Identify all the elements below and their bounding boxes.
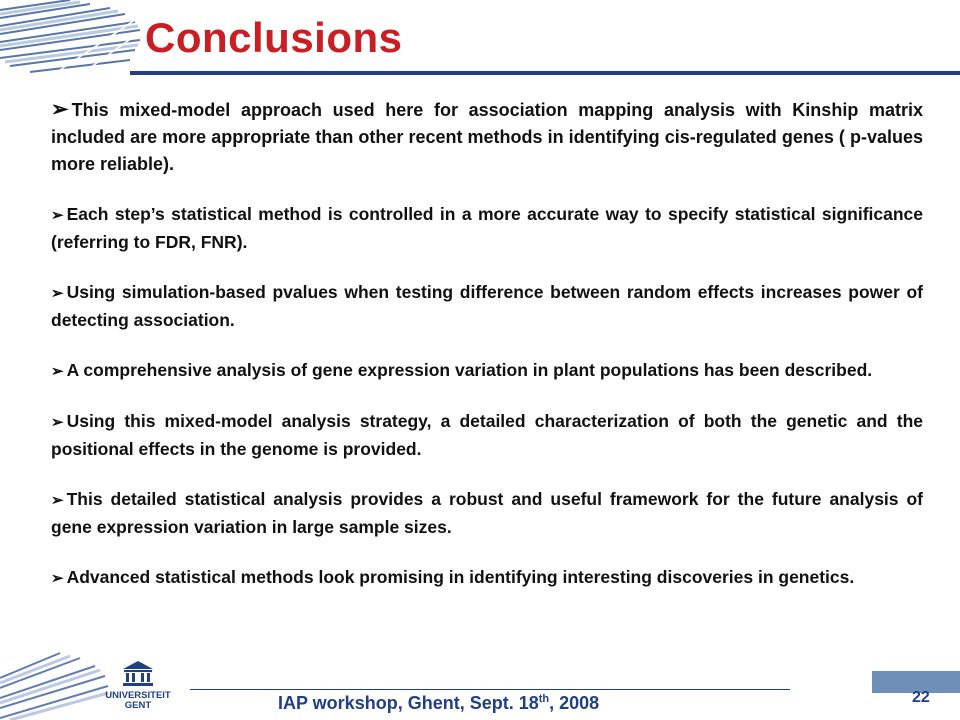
bullet-text: This mixed-model approach used here for association mapping analysis with Kinship matrix included are more appropriate than other recent methods in identifying cis-regulated genes ( p-values more reliable). [51,100,923,174]
slide-title: Conclusions [145,14,403,61]
bullet-list [51,96,923,615]
bullet-item [51,279,923,334]
arrow-bullet-icon: ➢ [51,570,64,587]
footer-event [278,693,599,714]
bullet-text: Using simulation-based pvalues when testing difference between random effects increases power of detecting association. [51,282,923,330]
page-number: 22 [912,689,930,706]
title-underline [130,71,960,75]
bullet-item [51,564,923,592]
bullet-text: Using this mixed-model analysis strategy, a detailed characterization of both the genetic and the positional effects in the genome is provided. [51,411,923,459]
bullet-text: This detailed statistical analysis provides a robust and useful framework for the future analysis of gene expression variation in large sample sizes. [51,489,923,537]
university-logo [103,660,173,716]
arrow-bullet-icon: ➢ [51,98,69,121]
footer-decoration [0,648,110,720]
bullet-item [51,357,923,385]
building-icon [121,660,155,686]
footer-event-year: , 2008 [549,693,600,713]
logo-text-line2: GENT [124,700,152,711]
bullet-text: Advanced statistical methods look promising in identifying interesting discoveries in genetics. [66,567,855,587]
footer-event-superscript: th [538,693,550,705]
logo-text-line1: UNIVERSITEIT [105,690,171,701]
arrow-bullet-icon: ➢ [51,207,64,224]
footer-divider [190,689,790,690]
arrow-bullet-icon: ➢ [51,492,64,509]
bullet-item [51,486,923,541]
header-decoration [0,0,150,80]
bullet-item [51,408,923,463]
bullet-item [51,201,923,256]
bullet-item [51,96,923,178]
bullet-text: A comprehensive analysis of gene expression variation in plant populations has been described. [66,360,873,380]
footer-event-text: IAP workshop, Ghent, Sept. 18 [278,693,539,713]
bullet-text: Each step’s statistical method is controlled in a more accurate way to specify statistical significance (referring to FDR, FNR). [51,204,923,252]
arrow-bullet-icon: ➢ [51,285,64,302]
arrow-bullet-icon: ➢ [51,414,64,431]
arrow-bullet-icon: ➢ [51,363,64,380]
